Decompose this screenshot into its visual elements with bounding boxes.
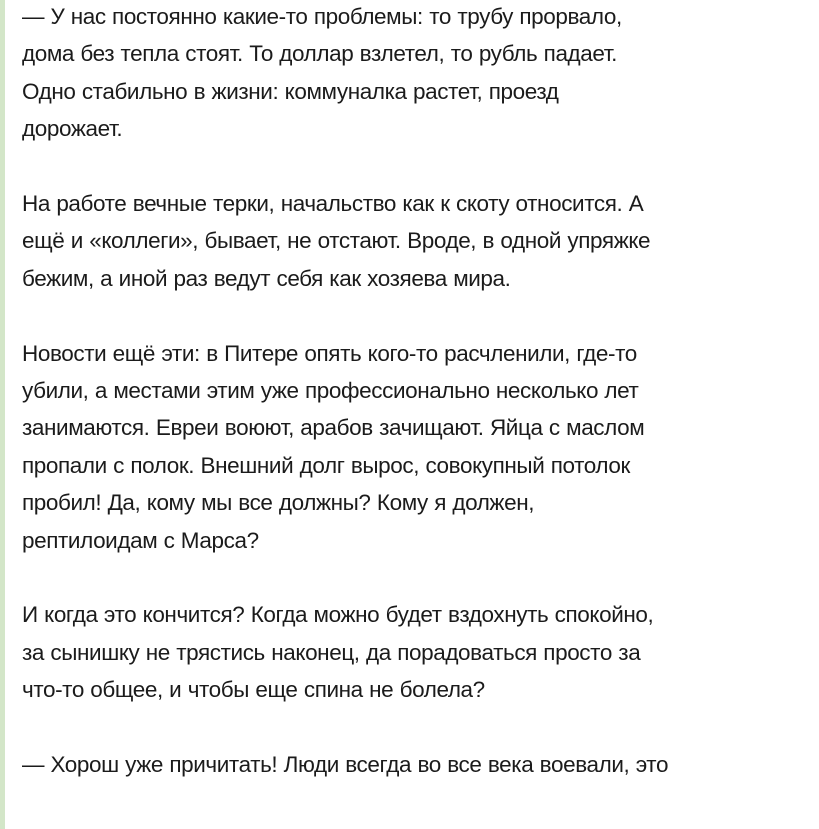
text-line: — У нас постоянно какие-то проблемы: то трубу прорвало, — [22, 4, 622, 29]
paragraph-1 — [22, 0, 812, 148]
paragraph-2 — [22, 185, 812, 297]
text-line: На работе вечные терки, начальство как к скоту относится. А — [22, 191, 644, 217]
paragraph-4 — [22, 596, 812, 708]
text-line: рептилоидам с Марса? — [22, 527, 259, 553]
text-line: Одно стабильно в жизни: коммуналка растет, проезд — [22, 78, 559, 104]
message-text — [22, 0, 812, 821]
paragraph-5 — [22, 746, 812, 783]
text-line: ещё и «коллеги», бывает, не отстают. Вроде, в одной упряжке — [22, 228, 651, 254]
text-line: Новости ещё эти: в Питере опять кого-то расчленили, где-то — [22, 340, 637, 366]
text-line: пробил! Да, кому мы все должны? Кому я должен, — [22, 490, 535, 516]
text-line: что-то общее, и чтобы еще спина не болела? — [22, 677, 485, 703]
text-line: бежим, а иной раз ведут себя как хозяева мира. — [22, 265, 511, 291]
text-line: дома без тепла стоят. То доллар взлетел, то рубль падает. — [22, 41, 618, 67]
text-line: занимаются. Евреи воюют, арабов зачищают. Яйца с маслом — [22, 415, 645, 441]
message-accent-bar — [0, 0, 5, 829]
text-line: за сынишку не трястись наконец, да порадоваться просто за — [22, 639, 641, 665]
text-line: — Хорош уже причитать! Люди всегда во все века воевали, это — [22, 752, 669, 778]
paragraph-3 — [22, 335, 812, 559]
text-line: дорожает. — [22, 116, 123, 142]
text-line: пропали с полок. Внешний долг вырос, совокупный потолок — [22, 452, 630, 478]
text-line: И когда это кончится? Когда можно будет вздохнуть спокойно, — [22, 602, 654, 628]
text-line: убили, а местами этим уже профессионально несколько лет — [22, 378, 639, 404]
